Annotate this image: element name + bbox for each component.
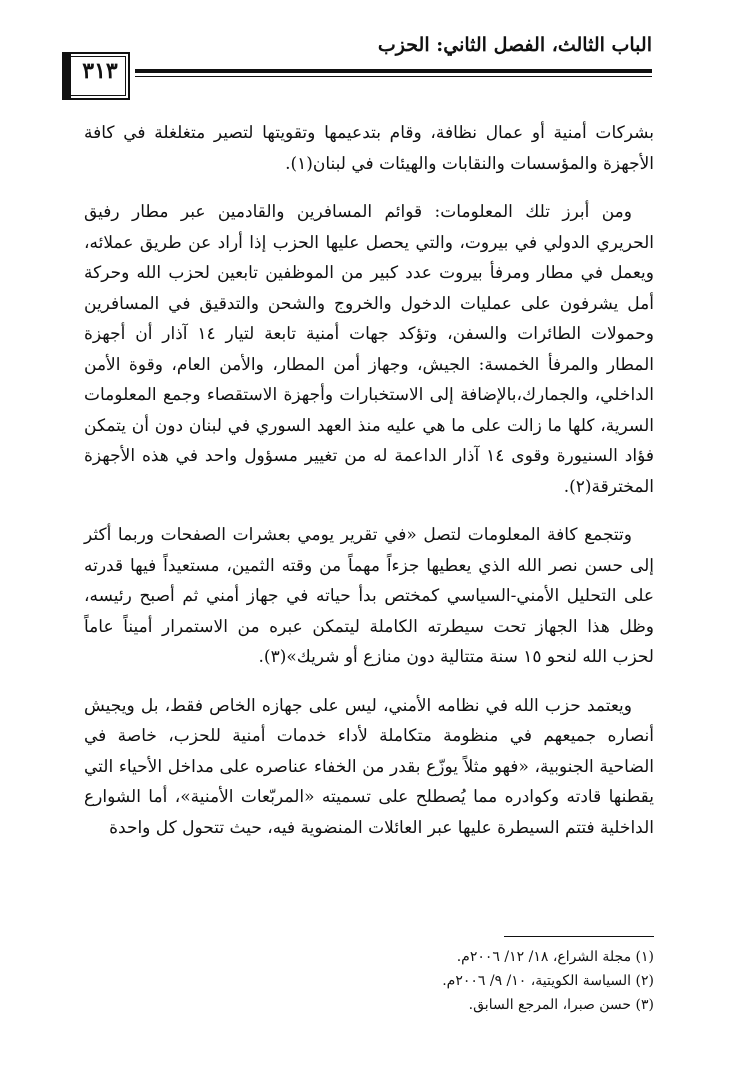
paragraph: بشركات أمنية أو عمال نظافة، وقام بتدعيمها وتقويتها لتصير متغلغلة في كافة الأجهزة والمؤسسات والنقابات والهيئات في لبنان(١).: [84, 123, 654, 174]
footnote: (١) مجلة الشراع، ١٨/ ١٢/ ٢٠٠٦م.: [456, 949, 654, 965]
body-text: [84, 118, 654, 861]
running-header: الباب الثالث، الفصل الثاني: الحزب: [377, 34, 652, 56]
footnote-separator: [504, 936, 654, 937]
footnotes: [200, 945, 654, 1017]
header-rule: [135, 69, 652, 73]
page-number-frame-bar: [62, 52, 71, 100]
footnote: (٣) حسن صبرا، المرجع السابق.: [468, 997, 654, 1013]
footnote: (٢) السياسة الكويتية، ١٠/ ٩/ ٢٠٠٦م.: [442, 973, 654, 989]
paragraph: وتتجمع كافة المعلومات لتصل «في تقرير يومي بعشرات الصفحات وربما أكثر إلى حسن نصر الله الذي يعطيها جزءاً مهماً من وقته الثمين، مستعيداً فيها قدرته على التحليل الأمني-السياسي كمختص بدأ حياته في جهاز أمني ثم أصبح رئيسه، وظل هذا الجهاز تحت سيطرته الكاملة ليتمكن عبره من الاستمرار أميناً عاماً لحزب الله لنحو ١٥ سنة متتالية دون منازع أو شريك»(٣).: [84, 525, 654, 667]
paragraph: ويعتمد حزب الله في نظامه الأمني، ليس على جهازه الخاص فقط، بل ويجيش أنصاره جميعهم في منظومة متكاملة لأداء خدمات أمنية للحزب، خاصة في الضاحية الجنوبية، «فهو مثلاً يوزّع بقدر من الخفاء عناصره على مداخل الأحياء التي يقطنها قادته وكوادره مما يُصطلح على تسميته «المربّعات الأمنية»، أما الشوارع الداخلية فتتم السيطرة عليها عبر العائلات المنضوية فيه، حيث تتحول كل واحدة: [84, 695, 654, 838]
paragraph: ومن أبرز تلك المعلومات: قوائم المسافرين والقادمين عبر مطار رفيق الحريري الدولي في بيروت، والتي يحصل عليها الحزب إذا أراد عن طريق عملائه، ويعمل في مطار ومرفأ بيروت عدد كبير من الموظفين تابعين لحزب الله وحركة أمل يشرفون على عمليات الدخول والخروج والشحن والتدقيق في المسافرين وحمولات الطائرات والسفن، وتؤكد جهات أمنية تابعة لتيار ١٤ آذار أن أجهزة المطار والمرفأ الخمسة: الجيش، وجهاز أمن المطار، والأمن العام، وقوة الأمن الداخلي، والجمارك،بالإضافة إلى الاستخبارات وأجهزة الاستقصاء وجمع المعلومات السرية، كلها ما زالت على ما هي عليه منذ العهد السوري في لبنان دون أن يتمكن فؤاد السنيورة وقوى ١٤ آذار الداعمة له من تغيير مسؤول واحد في هذه الأجهزة المخترقة(٢).: [84, 202, 655, 497]
header-rule-thin: [135, 76, 652, 77]
page-number: ٣١٣: [82, 58, 118, 84]
